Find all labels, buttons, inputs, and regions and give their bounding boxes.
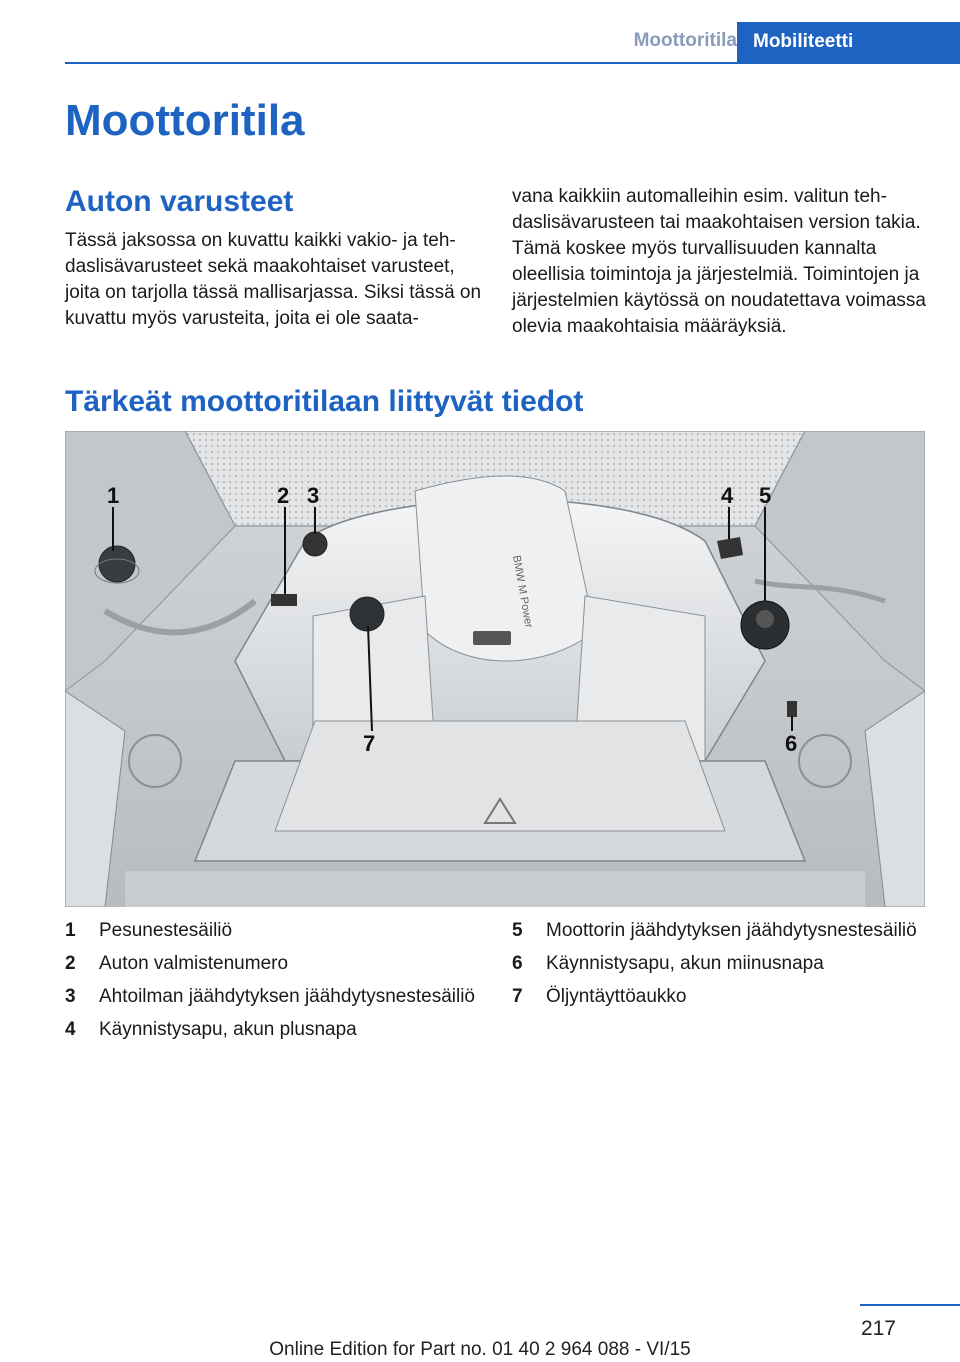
- callout-6: 6: [785, 731, 798, 756]
- page-title: Moottoritila: [65, 96, 305, 145]
- legend-number: 3: [65, 986, 76, 1007]
- header-tab-chapter[interactable]: Mobiliteetti: [737, 22, 960, 62]
- legend-item: [512, 951, 932, 977]
- legend-item: [65, 1017, 485, 1043]
- footer-rule: [860, 1304, 960, 1306]
- callout-2: 2: [277, 483, 290, 508]
- legend-item: [512, 918, 932, 944]
- callout-7: 7: [363, 731, 376, 756]
- legend-number: 4: [65, 1019, 76, 1040]
- callout-1: 1: [107, 483, 120, 508]
- legend-item: [512, 984, 932, 1010]
- intro-column-left: [65, 228, 485, 332]
- header-tab-section[interactable]: Moottoritila: [633, 30, 737, 51]
- legend-item: [65, 918, 485, 944]
- legend-text: Pesunestesäiliö: [99, 920, 233, 941]
- callout-3: 3: [307, 483, 320, 508]
- legend-number: 6: [512, 953, 523, 974]
- legend-number: 1: [65, 920, 76, 941]
- engine-cover-text: BMW M Power: [510, 554, 535, 629]
- legend-text: Ahtoilman jäähdytyksen jäähdytysnestesäiliö: [99, 986, 475, 1007]
- legend-number: 5: [512, 920, 523, 941]
- legend-number: 2: [65, 953, 76, 974]
- legend-number: 7: [512, 986, 523, 1007]
- legend-text: Käynnistysapu, akun miinusnapa: [546, 953, 824, 974]
- legend-text: Auton valmistenumero: [99, 953, 289, 974]
- legend-left: [65, 918, 485, 1050]
- page-header: [65, 22, 960, 62]
- section-heading-equipment: Auton varusteet: [65, 185, 294, 218]
- legend-item: [65, 951, 485, 977]
- footer-edition-note: Online Edition for Part no. 01 40 2 964 088 - VI/15: [269, 1339, 691, 1360]
- intro-paragraph-left: Tässä jaksossa on kuvattu kaikki vakio- ja tehdaslisävarusteet sekä maakohtaiset varusteet, joita on tarjolla tässä mallisarjassa. Siksi tässä on kuvattu myös varusteita, joita ei ole saata-: [65, 230, 482, 329]
- engine-bay-illustration: [65, 431, 925, 907]
- callout-4: 4: [721, 483, 734, 508]
- legend-text: Käynnistysapu, akun plusnapa: [99, 1019, 357, 1040]
- intro-column-right: [512, 184, 932, 340]
- legend-text: Moottorin jäähdytyksen jäähdytysnestesäiliö: [546, 920, 917, 941]
- page-number: 217: [860, 1317, 896, 1340]
- callout-5: 5: [759, 483, 772, 508]
- header-rule: [65, 62, 960, 64]
- legend-right: [512, 918, 932, 1017]
- legend-item: [65, 984, 485, 1010]
- legend-text: Öljyntäyttöaukko: [546, 986, 687, 1007]
- intro-paragraph-right: vana kaikkiin automalleihin esim. valitun tehdaslisävarusteen tai maakohtaisen version takia. Tämä koskee myös turvallisuuden kannalta oleellisia toimintoja ja järjestelmiä. Toimintojen ja järjestelmien käytössä on noudatettava voimassa olevia maakohtaisia määräyksiä.: [512, 186, 927, 337]
- section-heading-engine-info: Tärkeät moottoritilaan liittyvät tiedot: [65, 385, 584, 418]
